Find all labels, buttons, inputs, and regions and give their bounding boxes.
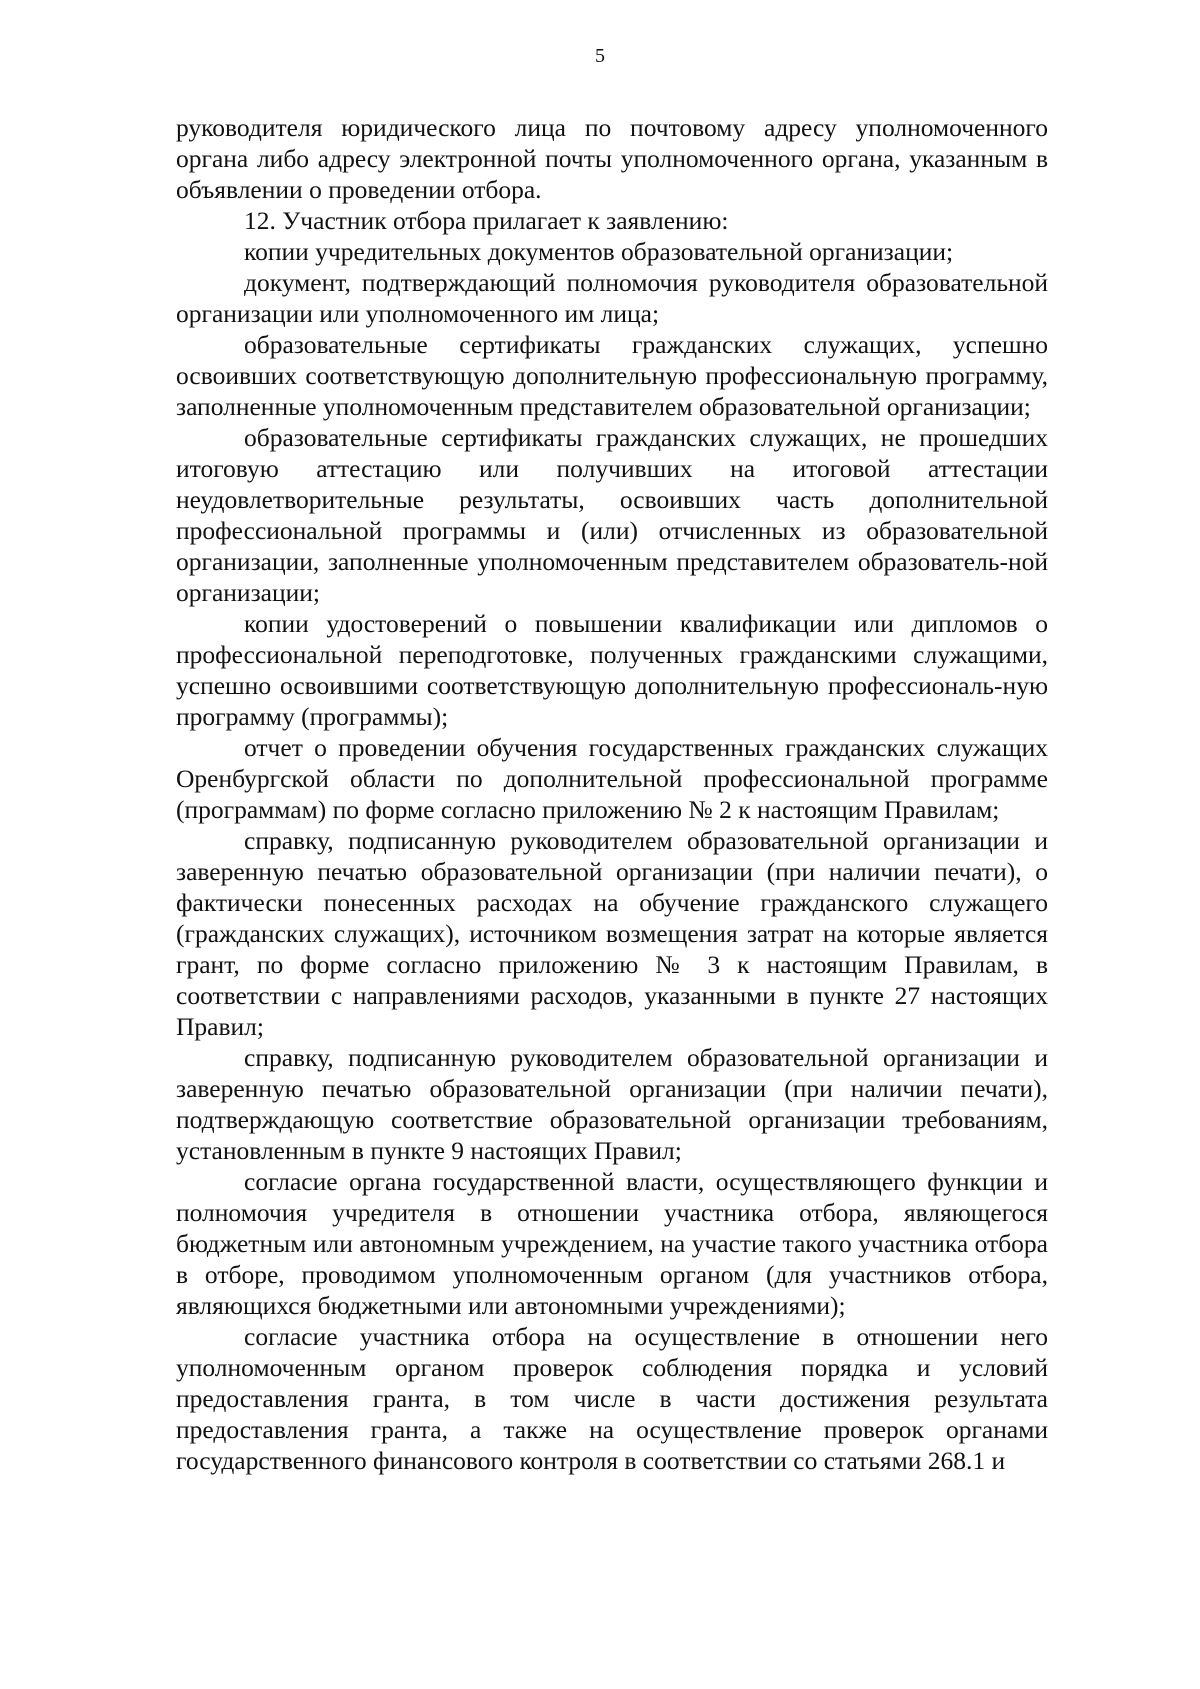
paragraph-compliance-certificate: справку, подписанную руководителем образовательной организации и заверенную печатью образовательной организации (при наличии печати), подтверждающую соответствие образовательной организации требованиям, установленным в пункте 9 настоящих Правил;: [176, 1043, 1048, 1165]
paragraph-certificates-not-passed: образовательные сертификаты гражданских служащих, не прошедших итоговую аттестацию или получивших на итоговой аттестации неудовлетворительные результаты, освоивших часть дополнительной профессиональной программы и (или) отчисленных из образовательной организации, заполненные уполномоченным представителем образователь-ной организации;: [176, 423, 1048, 607]
paragraph-expenses-certificate: справку, подписанную руководителем образовательной организации и заверенную печатью образовательной организации (при наличии печати), о фактически понесенных расходах на обучение гражданского служащего (гражданских служащих), источником возмещения затрат на которые является грант, по форме согласно приложению № 3 к настоящим Правилам, в соответствии с направлениями расходов, указанными в пункте 27 настоящих Правил;: [176, 826, 1048, 1041]
paragraph-continuation: руководителя юридического лица по почтовому адресу уполномоченного органа либо адресу электронной почты уполномоченного органа, указанным в объявлении о проведении отбора.: [176, 113, 1048, 204]
paragraph-diploma-copies: копии удостоверений о повышении квалификации или дипломов о профессиональной переподготовке, полученных гражданскими служащими, успешно освоившими соответствующую дополнительную профессиональ-ную программу (программы);: [176, 609, 1048, 731]
paragraph-training-report: отчет о проведении обучения государственных гражданских служащих Оренбургской области по дополнительной профессиональной программе (программам) по форме согласно приложению № 2 к настоящим Правилам;: [176, 733, 1048, 824]
paragraph-certificates-passed: образовательные сертификаты гражданских служащих, успешно освоивших соответствующую дополнительную профессиональную программу, заполненные уполномоченным представителем образовательной организации;: [176, 330, 1048, 421]
paragraph-founding-documents: копии учредительных документов образовательной организации;: [244, 237, 954, 266]
paragraph-participant-consent: согласие участника отбора на осуществление в отношении него уполномоченным органом проверок соблюдения порядка и условий предоставления гранта, в том числе в части достижения результата предоставления гранта, а также на осуществление проверок органами государственного финансового контроля в соответствии со статьями 268.1 и: [176, 1322, 1048, 1475]
paragraph-founder-consent: согласие органа государственной власти, осуществляющего функции и полномочия учредителя в отношении участника отбора, являющегося бюджетным или автономным учреждением, на участие такого участника отбора в отборе, проводимом уполномоченным органом (для участников отбора, являющихся бюджетными или автономными учреждениями);: [176, 1167, 1048, 1320]
paragraph-item-12: 12. Участник отбора прилагает к заявлению:: [244, 206, 729, 235]
paragraph-authority-document: документ, подтверждающий полномочия руководителя образовательной организации или уполномоченного им лица;: [176, 268, 1048, 328]
document-body: [176, 112, 1048, 1476]
page-number: 5: [595, 45, 605, 67]
